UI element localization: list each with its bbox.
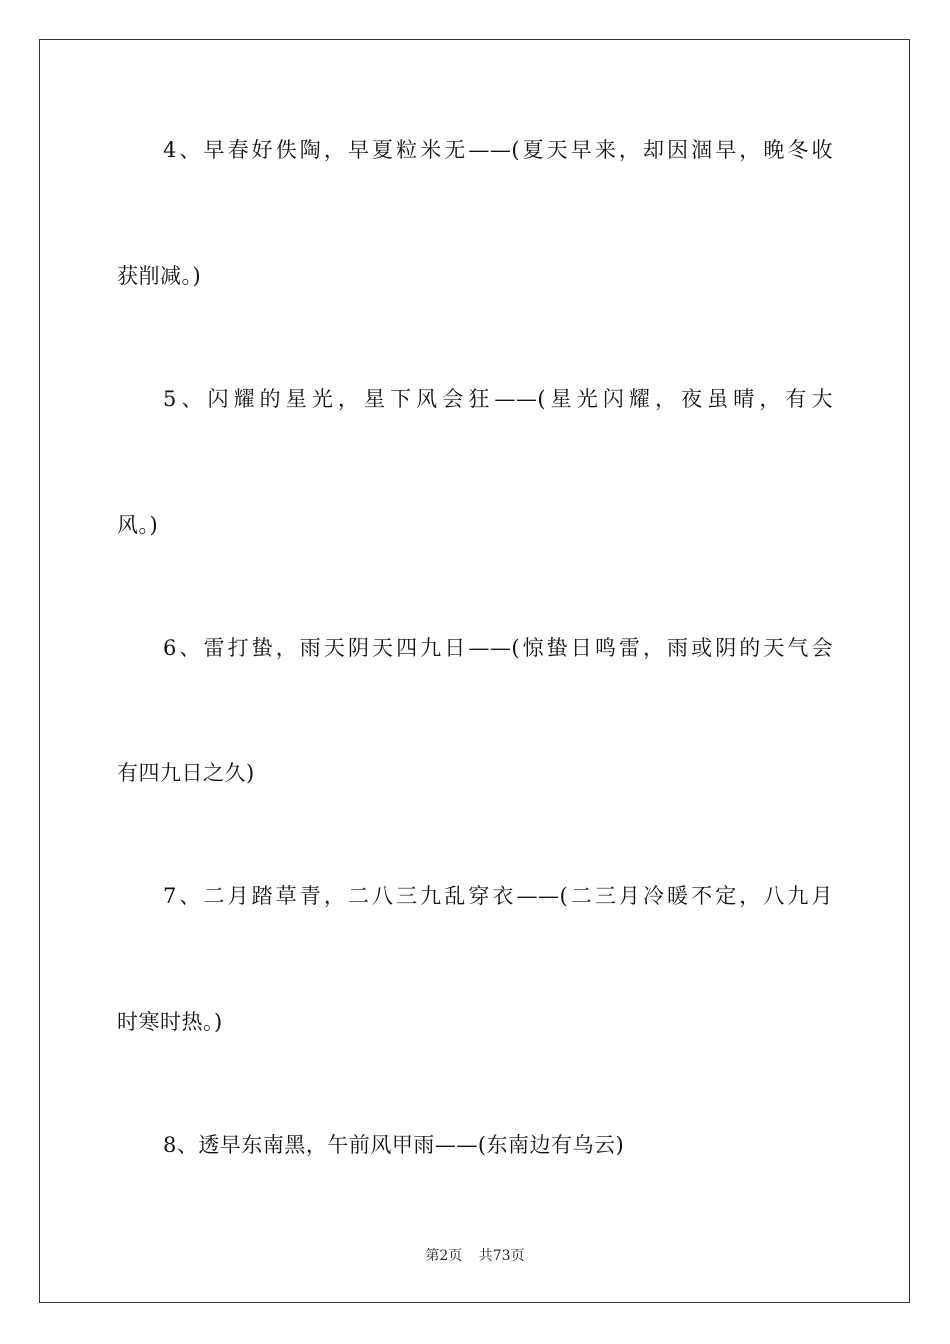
- paragraph-6-line-1: 6、雷打蛰，雨天阴天四九日——(惊蛰日鸣雷，雨或阴的天气会: [163, 636, 833, 660]
- paragraph-4-line-1: 4、早春好佚陶，早夏粒米无——(夏天早来，却因涸早，晚冬收: [163, 138, 833, 162]
- paragraph-6-line-2: 有四九日之久): [117, 761, 255, 785]
- page-footer: [0, 1246, 950, 1266]
- page-border: [39, 39, 910, 1303]
- page-number: 第2页: [425, 1248, 463, 1264]
- paragraph-7-line-1: 7、二月踏草青，二八三九乱穿衣——(二三月冷暖不定，八九月: [163, 884, 833, 908]
- paragraph-7-line-2: 时寒时热。): [117, 1010, 223, 1034]
- paragraph-4-line-2: 获削减。): [117, 264, 202, 288]
- paragraph-8-line-1: 8、透早东南黑，午前风甲雨——(东南边有乌云): [163, 1133, 625, 1157]
- paragraph-5-line-1: 5、闪耀的星光，星下风会狂——(星光闪耀，夜虽晴，有大: [163, 387, 833, 411]
- paragraph-5-line-2: 风。): [117, 513, 159, 537]
- page-total: 共73页: [478, 1248, 525, 1264]
